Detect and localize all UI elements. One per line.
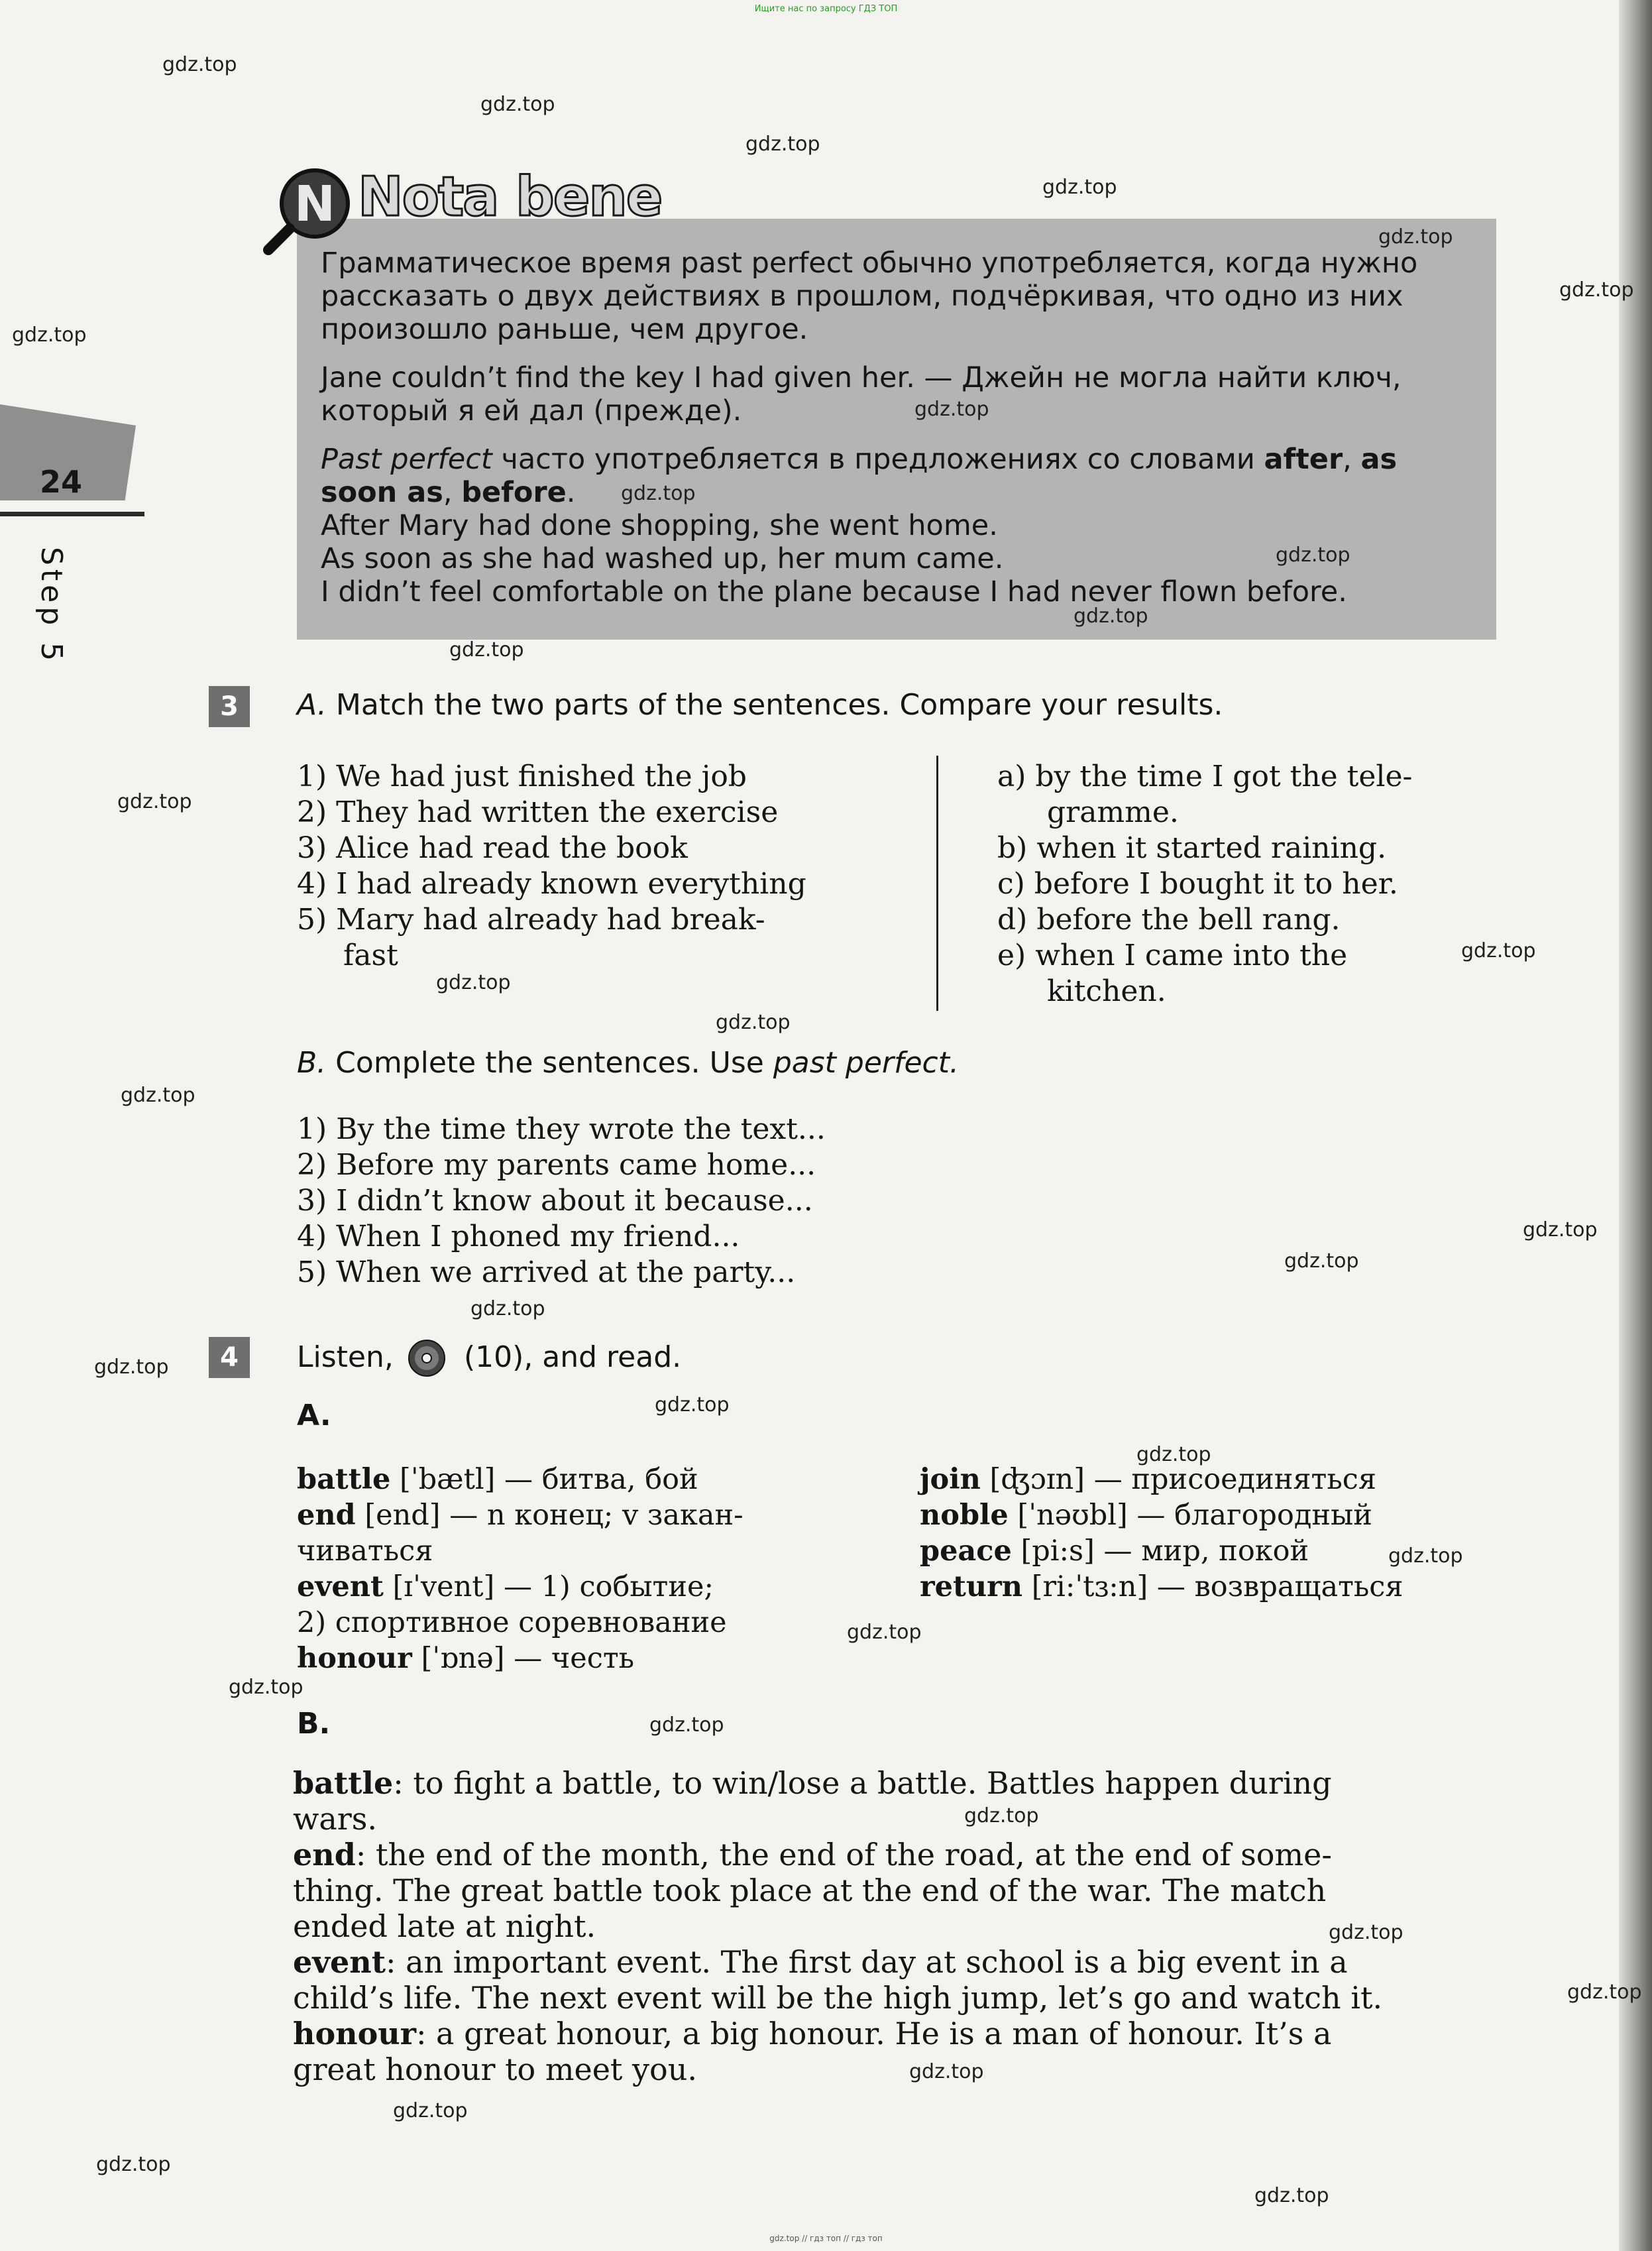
exercise-3a-text: Match the two parts of the sentences. Compare your results.	[335, 688, 1223, 722]
watermark: gdz.top	[914, 398, 989, 421]
watermark: gdz.top	[121, 1084, 195, 1107]
watermark: gdz.top	[1042, 176, 1117, 199]
watermark: gdz.top	[470, 1297, 545, 1320]
list-item: 3) I didn’t know about it because...	[297, 1184, 813, 1218]
right-item: kitchen.	[1047, 974, 1166, 1008]
step-label: Step 5	[34, 547, 68, 665]
exercise-4-listen-b: (10), and read.	[464, 1340, 682, 1374]
left-item: 1) We had just finished the job	[297, 760, 747, 793]
watermark: gdz.top	[1461, 939, 1536, 962]
nota-bene-example-sentence: Jane couldn’t find the key I had given her. — Джейн не могла найти ключ, который я ей дал (прежде).	[321, 361, 1402, 428]
word-after: after	[1264, 443, 1343, 476]
vocab-entry: end [end] — n конец; v закан-	[297, 1499, 743, 1532]
watermark: gdz.top	[1567, 1981, 1642, 2004]
watermark: gdz.top	[909, 2060, 984, 2083]
left-item: 4) I had already known everything	[297, 867, 806, 901]
watermark: gdz.top	[1329, 1921, 1404, 1944]
exercise-3b-instruction	[297, 1046, 959, 1080]
page-edge-shadow	[1619, 0, 1652, 2251]
watermark: gdz.top	[162, 53, 237, 76]
vocab-entry: чиваться	[297, 1534, 433, 1568]
watermark: gdz.top	[1284, 1249, 1359, 1273]
left-item: 3) Alice had read the book	[297, 831, 688, 865]
list-item: 1) By the time they wrote the text...	[297, 1112, 826, 1146]
exercise-3a-right-column	[997, 759, 1514, 1010]
word-as-soon-as: as soon as	[321, 443, 1398, 509]
watermark: gdz.top	[1523, 1218, 1598, 1241]
watermark: gdz.top	[436, 971, 511, 994]
part-b-letter: B.	[297, 1046, 327, 1080]
exercise-3a-instruction	[297, 688, 1223, 722]
watermark: gdz.top	[1388, 1544, 1463, 1568]
watermark: gdz.top	[117, 790, 192, 813]
watermark: gdz.top	[480, 93, 555, 116]
exercise-4-part-b: B.	[297, 1707, 331, 1741]
watermark: gdz.top	[96, 2153, 171, 2176]
vocab-entry: noble [ˈnəʊbl] — благородный	[920, 1499, 1372, 1532]
text-line: honour: a great honour, a big honour. He is a man of honour. It’s a	[293, 2016, 1332, 2051]
page-number: 24	[40, 464, 83, 500]
exercise-3a-left-column	[297, 759, 907, 974]
nota-bene-example-1: After Mary had done shopping, she went home.	[321, 509, 998, 542]
vocab-entry: honour [ˈɒnə] — честь	[297, 1642, 635, 1675]
watermark: gdz.top	[393, 2099, 468, 2122]
right-item: b) when it started raining.	[997, 831, 1387, 865]
header-note: Ищите нас по запросу ГДЗ ТОП	[754, 4, 898, 14]
watermark: gdz.top	[847, 1621, 922, 1644]
watermark: gdz.top	[649, 1713, 724, 1737]
column-divider	[936, 756, 938, 1011]
exercise-3b-list	[297, 1112, 1291, 1291]
right-item: e) when I came into the	[997, 939, 1348, 972]
exercise-4-number: 4	[209, 1337, 250, 1378]
exercise-4-part-a: A.	[297, 1399, 331, 1432]
left-item: 2) They had written the exercise	[297, 795, 779, 829]
exercise-3b-text: Complete the sentences. Use	[335, 1046, 773, 1080]
word-before: before	[461, 476, 567, 509]
vocab-entry: event [ɪˈvent] — 1) событие;	[297, 1570, 714, 1603]
watermark: gdz.top	[94, 1356, 169, 1379]
svg-text:N: N	[294, 176, 335, 233]
nota-bene-p3-text: часто употребляется в предложениях со словами	[492, 443, 1264, 476]
nota-bene-paragraph-3: Past perfect часто употребляется в предложениях со словами after, as soon as, before.	[321, 443, 1398, 509]
watermark: gdz.top	[1559, 278, 1634, 302]
text-line: child’s life. The next event will be the high jump, let’s go and watch it.	[293, 1980, 1383, 2016]
exercise-4b-text	[293, 1765, 1492, 2087]
watermark: gdz.top	[1378, 225, 1453, 249]
text-line: battle: to fight a battle, to win/lose a battle. Battles happen during	[293, 1765, 1332, 1801]
exercise-3-number: 3	[209, 686, 250, 727]
watermark: gdz.top	[745, 133, 820, 156]
vocabulary-right-column	[920, 1462, 1490, 1605]
magnifier-icon	[262, 162, 355, 255]
vocab-entry: join [ʤɔɪn] — присоединяться	[920, 1463, 1376, 1496]
text-line: end: the end of the month, the end of the road, at the end of some-	[293, 1837, 1332, 1873]
exercise-3b-term: past perfect.	[773, 1046, 959, 1080]
term-past-perfect: Past perfect	[321, 443, 492, 476]
left-item: 5) Mary had already had break-	[297, 903, 765, 937]
left-item: fast	[343, 939, 398, 972]
watermark: gdz.top	[621, 482, 696, 505]
exercise-4-listen-a: Listen,	[297, 1340, 394, 1374]
right-item: d) before the bell rang.	[997, 903, 1341, 937]
watermark: gdz.top	[655, 1393, 730, 1416]
watermark: gdz.top	[12, 323, 87, 347]
right-item: gramme.	[1047, 795, 1179, 829]
watermark: gdz.top	[1074, 605, 1148, 628]
text-line: thing. The great battle took place at the end of the war. The match	[293, 1873, 1327, 1908]
watermark: gdz.top	[716, 1011, 791, 1034]
part-a-letter: A.	[297, 688, 327, 722]
text-line: ended late at night.	[293, 1908, 596, 1944]
watermark: gdz.top	[1276, 544, 1350, 567]
page-number-rule	[0, 512, 144, 516]
text-line: wars.	[293, 1801, 378, 1837]
watermark: gdz.top	[229, 1676, 303, 1699]
vocabulary-left-column	[297, 1462, 893, 1676]
vocab-entry: battle [ˈbætl] — битва, бой	[297, 1463, 698, 1496]
right-item: a) by the time I got the tele-	[997, 760, 1413, 793]
nota-bene-paragraph-1: Грамматическое время past perfect обычно употребляется, когда нужно рассказать о двух действиях в прошлом, подчёркивая, что одно из них произошло раньше, чем другое.	[321, 247, 1418, 346]
watermark: gdz.top	[1136, 1443, 1211, 1466]
list-item: 4) When I phoned my friend...	[297, 1220, 740, 1253]
nota-bene-example-2: As soon as she had washed up, her mum came.	[321, 542, 1004, 575]
watermark: gdz.top	[964, 1804, 1039, 1827]
vocab-entry: return [ri:ˈtɜ:n] — возвращаться	[920, 1570, 1404, 1603]
vocab-entry: peace [pi:s] — мир, покой	[920, 1534, 1309, 1568]
list-item: 5) When we arrived at the party...	[297, 1255, 796, 1289]
text-line: event: an important event. The first day at school is a big event in a	[293, 1944, 1348, 1980]
watermark: gdz.top	[449, 638, 524, 662]
right-item: c) before I bought it to her.	[997, 867, 1398, 901]
footer-note: gdz.top // гдз топ // гдз топ	[769, 2234, 883, 2243]
cd-icon	[408, 1339, 446, 1377]
list-item: 2) Before my parents came home...	[297, 1148, 816, 1182]
nota-bene-title: Nota bene	[358, 166, 662, 229]
vocab-entry: 2) спортивное соревнование	[297, 1606, 727, 1639]
nota-bene-example-3: I didn’t feel comfortable on the plane because I had never flown before.	[321, 575, 1347, 608]
watermark: gdz.top	[1254, 2184, 1329, 2207]
text-line: great honour to meet you.	[293, 2051, 697, 2087]
